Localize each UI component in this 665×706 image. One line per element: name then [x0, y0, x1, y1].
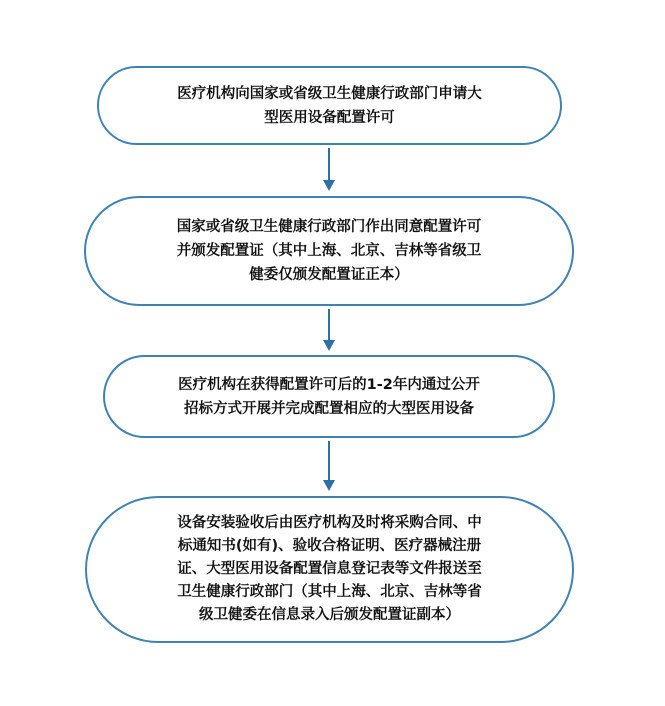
step-1-text: 医疗机构向国家或省级卫生健康行政部门申请大 型医用设备配置许可: [177, 85, 482, 126]
arrow-2-3: [323, 309, 335, 351]
step-3-text: 医疗机构在获得配置许可后的1-2年内通过公开 招标方式开展并完成配置相应的大型医用设备: [178, 376, 480, 417]
step-2-text: 国家或省级卫生健康行政部门作出同意配置许可 并颁发配置证（其中上海、北京、吉林等省级卫 健委仅颁发配置证正本）: [176, 219, 482, 283]
arrow-3-4: [323, 441, 335, 491]
arrow-1-2: [323, 148, 335, 191]
step-4-text: 设备安装验收后由医疗机构及时将采购合同、中 标通知书(如有)、验收合格证明、医疗器械注册 证、大型医用设备配置信息登记表等文件报送至 卫生健康行政部门（其中上海、北京、吉林等省 级卫健委在信息录入后颁发配置证副本）: [177, 515, 482, 623]
